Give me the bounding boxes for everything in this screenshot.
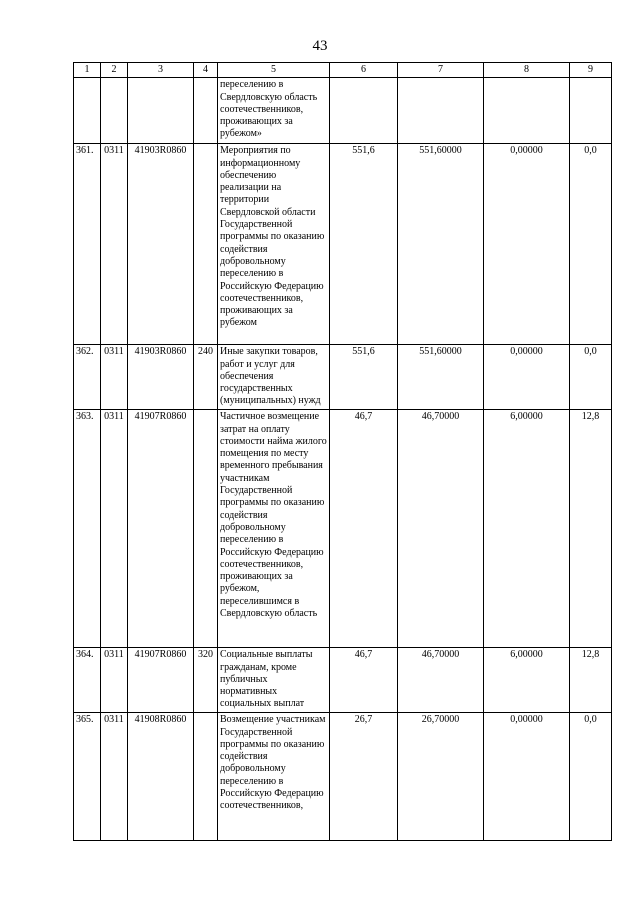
target-article-code: 41907R0860 — [128, 648, 194, 713]
target-article-code: 41907R0860 — [128, 410, 194, 648]
col-header: 4 — [194, 63, 218, 78]
amount-col7 — [398, 78, 484, 144]
amount-col8: 0,00000 — [484, 713, 570, 841]
section-code — [101, 78, 128, 144]
item-name: Социальные выплаты гражданам, кроме публичных нормативных социальных выплат — [218, 648, 330, 713]
amount-col9: 0,0 — [570, 345, 612, 410]
section-code: 0311 — [101, 410, 128, 648]
target-article-code — [128, 78, 194, 144]
amount-col9: 12,8 — [570, 410, 612, 648]
table-row — [74, 345, 612, 410]
amount-col9: 0,0 — [570, 713, 612, 841]
item-name: Иные закупки товаров, работ и услуг для обеспечения государственных (муниципальных) нужд — [218, 345, 330, 410]
amount-col9 — [570, 78, 612, 144]
amount-col6: 46,7 — [330, 410, 398, 648]
section-code: 0311 — [101, 713, 128, 841]
expense-type-code — [194, 713, 218, 841]
table-row — [74, 713, 612, 841]
row-number: 362. — [74, 345, 101, 410]
amount-col6: 551,6 — [330, 144, 398, 345]
section-code: 0311 — [101, 345, 128, 410]
target-article-code: 41903R0860 — [128, 345, 194, 410]
row-number: 363. — [74, 410, 101, 648]
amount-col8: 0,00000 — [484, 345, 570, 410]
col-header: 6 — [330, 63, 398, 78]
expense-type-code — [194, 78, 218, 144]
expense-type-code — [194, 410, 218, 648]
col-header: 9 — [570, 63, 612, 78]
amount-col7: 46,70000 — [398, 410, 484, 648]
amount-col9: 12,8 — [570, 648, 612, 713]
section-code: 0311 — [101, 144, 128, 345]
col-header: 2 — [101, 63, 128, 78]
header-row — [74, 63, 612, 78]
col-header: 8 — [484, 63, 570, 78]
expense-type-code: 240 — [194, 345, 218, 410]
table-row — [74, 78, 612, 144]
amount-col7: 46,70000 — [398, 648, 484, 713]
table-row — [74, 410, 612, 648]
col-header: 1 — [74, 63, 101, 78]
table-row — [74, 648, 612, 713]
amount-col9: 0,0 — [570, 144, 612, 345]
row-number: 365. — [74, 713, 101, 841]
item-name: переселению в Свердловскую область соотечественников, проживающих за рубежом» — [218, 78, 330, 144]
amount-col8: 0,00000 — [484, 144, 570, 345]
amount-col6 — [330, 78, 398, 144]
expense-type-code — [194, 144, 218, 345]
target-article-code: 41908R0860 — [128, 713, 194, 841]
row-number: 361. — [74, 144, 101, 345]
row-number — [74, 78, 101, 144]
col-header: 5 — [218, 63, 330, 78]
amount-col7: 551,60000 — [398, 345, 484, 410]
amount-col8 — [484, 78, 570, 144]
amount-col6: 26,7 — [330, 713, 398, 841]
amount-col7: 26,70000 — [398, 713, 484, 841]
item-name: Частичное возмещение затрат на оплату стоимости найма жилого помещения по месту временного пребывания участникам Государственной программы по оказанию содействия добровольному переселению в Российскую Федерацию соотечественников, проживающих за рубежом, переселившимся в Свердловскую область — [218, 410, 330, 648]
amount-col7: 551,60000 — [398, 144, 484, 345]
amount-col6: 46,7 — [330, 648, 398, 713]
table-row — [74, 144, 612, 345]
amount-col6: 551,6 — [330, 345, 398, 410]
amount-col8: 6,00000 — [484, 648, 570, 713]
col-header: 3 — [128, 63, 194, 78]
budget-table — [73, 62, 612, 841]
amount-col8: 6,00000 — [484, 410, 570, 648]
section-code: 0311 — [101, 648, 128, 713]
item-name: Мероприятия по информационному обеспечению реализации на территории Свердловской области Государственной программы по оказанию содействия добровольному переселению в Российскую Федерацию соотечественников, проживающих за рубежом — [218, 144, 330, 345]
row-number: 364. — [74, 648, 101, 713]
target-article-code: 41903R0860 — [128, 144, 194, 345]
expense-type-code: 320 — [194, 648, 218, 713]
col-header: 7 — [398, 63, 484, 78]
item-name: Возмещение участникам Государственной программы по оказанию содействия добровольному переселению в Российскую Федерацию соотечественников, — [218, 713, 330, 841]
page-number: 43 — [312, 38, 328, 54]
